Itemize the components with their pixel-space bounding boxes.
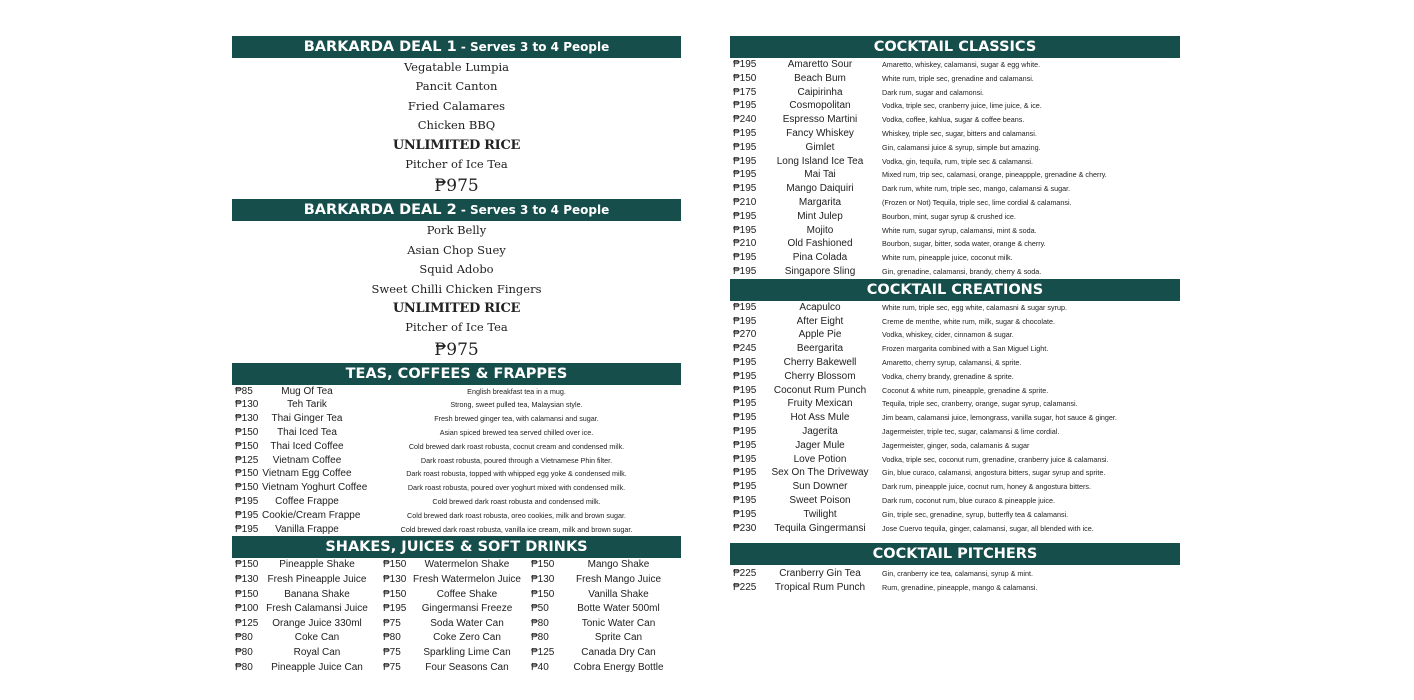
item-price: ₱240 [733, 114, 757, 126]
menu-row [730, 397, 1180, 411]
item-name: Fresh Pineapple Juice [267, 574, 367, 586]
item-name: Vietnam Egg Coffee [262, 468, 352, 480]
item-name: Beergarita [796, 343, 844, 355]
pitchers-header: COCKTAIL PITCHERS [730, 543, 1180, 565]
item-description: Asian spiced brewed tea served chilled over ice. [439, 428, 594, 438]
item-description: Gin, cranberry ice tea, calamansi, syrup & mint. [882, 569, 1033, 579]
teas-header: TEAS, COFFEES & FRAPPES [232, 363, 681, 385]
item-price: ₱130 [383, 574, 407, 586]
item-price: ₱130 [531, 574, 555, 586]
menu-row [730, 425, 1180, 439]
item-price: ₱150 [531, 588, 555, 600]
item-name: Canada Dry Can [581, 647, 656, 659]
item-price: ₱80 [235, 647, 253, 659]
menu-row [730, 315, 1180, 329]
item-name: Soda Water Can [430, 617, 504, 629]
item-price: ₱195 [235, 509, 259, 521]
deal1-title: BARKARDA DEAL 1 [303, 39, 457, 55]
item-price: ₱80 [531, 632, 549, 644]
item-price: ₱195 [733, 315, 757, 327]
item-price: ₱225 [733, 568, 757, 580]
item-description: Bourbon, sugar, bitter, soda water, orange & cherry. [882, 239, 1046, 249]
menu-row [730, 196, 1180, 210]
item-name: Cookie/Cream Frappe [262, 509, 361, 521]
item-price: ₱40 [531, 661, 549, 673]
classics-list [730, 58, 1180, 279]
menu-row [730, 301, 1180, 315]
item-name: Fancy Whiskey [786, 127, 854, 139]
item-name: Jager Mule [795, 439, 845, 451]
item-name: Margarita [798, 196, 842, 208]
menu-row [730, 86, 1180, 100]
deal-item: Pork Belly [426, 223, 487, 238]
menu-row [730, 370, 1180, 384]
item-price: ₱75 [383, 647, 401, 659]
menu-row [232, 398, 681, 412]
deal1-price: ₱975 [434, 176, 479, 197]
item-name: Gingermansi Freeze [421, 603, 513, 615]
item-price: ₱75 [383, 617, 401, 629]
item-description: Dark rum, sugar and calamonsi. [882, 87, 984, 97]
menu-row [730, 210, 1180, 224]
item-name: Twilight [803, 508, 837, 520]
item-name: Four Seasons Can [425, 661, 509, 673]
deal-item: Chicken BBQ [417, 118, 496, 133]
item-price: ₱80 [235, 632, 253, 644]
item-price: ₱150 [235, 468, 259, 480]
item-name: Thai Ginger Tea [271, 413, 343, 425]
item-price: ₱195 [733, 252, 757, 264]
menu-row [730, 567, 1180, 581]
item-price: ₱195 [733, 384, 757, 396]
shakes-header: SHAKES, JUICES & SOFT DRINKS [232, 536, 681, 558]
deal-item: Fried Calamares [407, 98, 506, 113]
item-price: ₱150 [531, 559, 555, 571]
item-price: ₱195 [383, 603, 407, 615]
menu-row [730, 155, 1180, 169]
item-name: Banana Shake [284, 588, 350, 600]
right-menu-column [730, 36, 1180, 595]
item-name: Mint Julep [797, 210, 843, 222]
menu-row [730, 480, 1180, 494]
deal1-subtitle: - Serves 3 to 4 People [456, 40, 610, 54]
item-description: Vodka, coffee, kahlua, sugar & coffee beans. [882, 115, 1025, 125]
item-name: Pineapple Juice Can [271, 661, 363, 673]
item-description: White rum, sugar syrup, calamansi, mint & soda. [882, 225, 1037, 235]
item-name: Royal Can [293, 647, 341, 659]
item-name: Sparkling Lime Can [423, 647, 511, 659]
item-price: ₱195 [733, 494, 757, 506]
item-description: Jim beam, calamansi juice, lemongrass, vanilla sugar, hot sauce & ginger. [882, 413, 1117, 423]
item-name: Hot Ass Mule [790, 412, 850, 424]
item-description: Gin, blue curaco, calamansi, angostura bitters, sugar syrup and sprite. [882, 468, 1106, 478]
item-price: ₱195 [733, 210, 757, 222]
item-description: Jagermeister, triple tec, sugar, calamansi & lime cordial. [882, 426, 1060, 436]
item-description: Amaretto, whiskey, calamansi, sugar & egg white. [882, 60, 1041, 69]
menu-row [730, 58, 1180, 72]
deal-item: Squid Adobo [419, 262, 494, 277]
item-description: Rum, grenadine, pineapple, mango & calamansi. [882, 583, 1038, 593]
item-description: Cold brewed dark roast robusta, vanilla ice cream, milk and brown sugar. [400, 524, 633, 534]
item-description: Vodka, cherry brandy, grenadine & sprite. [882, 371, 1014, 381]
item-price: ₱195 [733, 155, 757, 167]
item-name: Tequila Gingermansi [774, 522, 866, 534]
menu-row [232, 523, 681, 537]
item-name: Mug Of Tea [281, 385, 333, 397]
item-price: ₱245 [733, 343, 757, 355]
item-price: ₱85 [235, 385, 253, 397]
deal-item: Sweet Chilli Chicken Fingers [371, 281, 542, 296]
menu-row [730, 251, 1180, 265]
left-menu-column [232, 36, 681, 675]
item-name: Cherry Bakewell [783, 356, 857, 368]
item-name: Coke Can [294, 632, 340, 644]
item-description: Bourbon, mint, sugar syrup & crushed ice. [882, 211, 1016, 221]
item-price: ₱80 [531, 617, 549, 629]
menu-row [232, 426, 681, 440]
menu-row [730, 384, 1180, 398]
menu-row [232, 440, 681, 454]
item-price: ₱125 [235, 454, 259, 466]
item-price: ₱195 [733, 169, 757, 181]
item-price: ₱195 [733, 127, 757, 139]
item-description: Mixed rum, trip sec, calamasi, orange, pineappple, grenadine & cherry. [882, 170, 1107, 180]
item-name: Vietnam Coffee [272, 454, 342, 466]
item-description: Cold brewed dark roast robusta, cocnut cream and condensed milk. [408, 441, 625, 451]
teas-list [232, 385, 681, 537]
menu-row [730, 581, 1180, 595]
item-name: Caipirinha [797, 86, 843, 98]
menu-row [730, 522, 1180, 536]
item-name: Thai Iced Coffee [270, 440, 344, 452]
deal2-price: ₱975 [434, 339, 479, 360]
item-name: Mango Shake [587, 559, 650, 571]
item-price: ₱175 [733, 86, 757, 98]
item-name: Long Island Ice Tea [776, 155, 864, 167]
item-description: Gin, triple sec, grenadine, syrup, butterfly tea & calamansi. [882, 509, 1069, 519]
menu-row [730, 494, 1180, 508]
deal-item: UNLIMITED RICE [392, 137, 521, 153]
deal-item: Vegatable Lumpia [403, 60, 510, 74]
item-name: Coffee Shake [436, 588, 498, 600]
item-description: Whiskey, triple sec, sugar, bitters and calamansi. [882, 128, 1037, 138]
item-name: Acapulco [799, 301, 841, 313]
item-description: English breakfast tea in a mug. [467, 386, 566, 396]
deal-item: Pancit Canton [415, 79, 498, 94]
item-description: Dark roast robusta, poured through a Vietnamese Phin filter. [420, 455, 613, 465]
item-price: ₱150 [383, 588, 407, 600]
item-description: Strong, sweet pulled tea, Malaysian style. [450, 400, 583, 410]
item-description: Tequila, triple sec, cranberry, orange, sugar syrup, calamansi. [882, 399, 1078, 409]
item-name: Cobra Energy Bottle [573, 661, 664, 673]
item-name: After Eight [796, 315, 844, 327]
item-description: Jagermeister, ginger, soda, calamanis & sugar [882, 440, 1030, 450]
menu-row [730, 141, 1180, 155]
menu-row [730, 99, 1180, 113]
item-name: Pina Colada [792, 252, 848, 264]
item-price: ₱150 [383, 559, 407, 571]
menu-row [730, 342, 1180, 356]
item-name: Sex On The Driveway [771, 467, 869, 479]
menu-row [730, 439, 1180, 453]
item-name: Jagerita [802, 425, 838, 437]
item-description: Frozen margarita combined with a San Miguel Light. [882, 344, 1049, 354]
item-description: Gin, grenadine, calamansi, brandy, cherry & soda. [882, 266, 1042, 276]
item-name: Mojito [806, 224, 834, 236]
item-price: ₱150 [733, 72, 757, 84]
item-name: Coffee Frappe [275, 496, 339, 508]
item-name: Mai Tai [804, 169, 836, 181]
deal-item: UNLIMITED RICE [392, 300, 521, 316]
item-name: Love Potion [793, 453, 847, 465]
item-name: Teh Tarik [287, 399, 327, 411]
deal-item: Asian Chop Suey [407, 242, 506, 257]
item-name: Fresh Calamansi Juice [266, 603, 368, 615]
item-name: Orange Juice 330ml [272, 617, 362, 629]
item-name: Cosmopolitan [789, 100, 851, 112]
menu-row [730, 113, 1180, 127]
menu-row [730, 127, 1180, 141]
menu-row [232, 454, 681, 468]
item-name: Espresso Martini [782, 114, 858, 126]
menu-row [730, 72, 1180, 86]
item-price: ₱230 [733, 522, 757, 534]
item-description: Vodka, whiskey, cider, cinnamon & sugar. [882, 330, 1014, 340]
item-name: Gimlet [805, 141, 835, 153]
item-name: Coconut Rum Punch [773, 384, 867, 396]
item-price: ₱195 [235, 523, 259, 535]
menu-row [232, 509, 681, 523]
deal2-header [232, 199, 681, 221]
item-description: Dark rum, pineapple juice, cocnut rum, honey & angostura bitters. [882, 482, 1091, 492]
item-description: Dark rum, coconut rum, blue curaco & pineapple juice. [882, 495, 1055, 505]
item-price: ₱195 [733, 141, 757, 153]
item-description: Vodka, triple sec, cranberry juice, lime juice, & ice. [882, 101, 1042, 111]
item-price: ₱195 [733, 481, 757, 493]
item-name: Tonic Water Can [581, 617, 656, 629]
item-name: Fresh Watermelon Juice [413, 574, 521, 586]
menu-row [730, 453, 1180, 467]
item-name: Cherry Blossom [784, 370, 856, 382]
item-price: ₱130 [235, 574, 259, 586]
item-price: ₱195 [733, 301, 757, 313]
item-price: ₱195 [235, 496, 259, 508]
item-price: ₱50 [531, 603, 549, 615]
menu-row [730, 466, 1180, 480]
classics-header: COCKTAIL CLASSICS [730, 36, 1180, 58]
item-description: Cold brewed dark roast robusta, oreo cookies, milk and brown sugar. [407, 510, 626, 520]
item-price: ₱130 [235, 399, 259, 411]
item-price: ₱150 [235, 588, 259, 600]
item-name: Amaretto Sour [787, 59, 853, 70]
creations-list [730, 301, 1180, 536]
item-price: ₱195 [733, 183, 757, 195]
item-price: ₱195 [733, 100, 757, 112]
item-name: Fresh Mango Juice [575, 574, 662, 586]
item-price: ₱210 [733, 196, 757, 208]
item-price: ₱195 [733, 425, 757, 437]
item-price: ₱270 [733, 329, 757, 341]
item-price: ₱100 [235, 603, 259, 615]
item-description: Dark rum, white rum, triple sec, mango, calamansi & sugar. [882, 184, 1071, 194]
item-price: ₱210 [733, 238, 757, 250]
item-price: ₱195 [733, 265, 757, 277]
item-price: ₱150 [235, 440, 259, 452]
menu-row [730, 265, 1180, 279]
item-description: Cold brewed dark roast robusta and condensed milk. [432, 497, 601, 507]
item-name: Coke Zero Can [433, 632, 501, 644]
menu-row [232, 385, 681, 399]
item-name: Pineapple Shake [279, 559, 355, 571]
shakes-grid [232, 558, 681, 675]
item-name: Apple Pie [798, 329, 842, 341]
item-price: ₱195 [733, 453, 757, 465]
deal1-header [232, 36, 681, 58]
item-name: Cranberry Gin Tea [779, 568, 861, 580]
item-name: Sprite Can [594, 632, 643, 644]
item-price: ₱130 [235, 413, 259, 425]
item-price: ₱80 [383, 632, 401, 644]
item-description: White rum, triple sec, grenadine and calamansi. [882, 73, 1034, 83]
item-price: ₱225 [733, 582, 757, 594]
menu-row [232, 412, 681, 426]
item-description: Jose Cuervo tequila, ginger, calamansi, sugar, all blended with ice. [882, 523, 1094, 533]
deal2-body [232, 221, 681, 362]
menu-row [232, 481, 681, 495]
item-name: Fruity Mexican [787, 398, 853, 410]
item-price: ₱195 [733, 508, 757, 520]
creations-header: COCKTAIL CREATIONS [730, 279, 1180, 301]
item-name: Sweet Poison [789, 494, 851, 506]
deal2-subtitle: - Serves 3 to 4 People [456, 203, 610, 218]
item-description: (Frozen or Not) Tequila, triple sec, lime cordial & calamansi. [882, 197, 1072, 207]
item-description: White rum, pineapple juice, coconut milk. [882, 253, 1013, 263]
item-description: Vodka, triple sec, coconut rum, grenadine, cranberry juice & calamansi. [882, 454, 1109, 464]
item-name: Watermelon Shake [424, 559, 510, 571]
item-price: ₱125 [235, 617, 259, 629]
item-price: ₱195 [733, 439, 757, 451]
item-description: Dark roast robusta, poured over yoghurt mixed with condensed milk. [407, 483, 626, 493]
item-price: ₱80 [235, 661, 253, 673]
deal2-title: BARKARDA DEAL 2 [303, 202, 457, 219]
deal1-body [232, 58, 681, 199]
item-description: Dark roast robusta, topped with whipped egg yoke & condensed milk. [406, 469, 627, 479]
menu-row [232, 467, 681, 481]
item-price: ₱195 [733, 412, 757, 424]
item-price: ₱150 [235, 482, 259, 494]
item-name: Vanilla Frappe [275, 523, 339, 535]
item-name: Thai Iced Tea [277, 427, 337, 439]
pitchers-list [730, 567, 1180, 595]
item-price: ₱75 [383, 661, 401, 673]
menu-row [730, 237, 1180, 251]
item-description: Coconut & white rum, pineapple, grenadine & sprite. [882, 385, 1049, 395]
item-name: Botte Water 500ml [577, 603, 660, 615]
item-price: ₱150 [235, 559, 259, 571]
item-price: ₱150 [235, 427, 259, 439]
item-name: Mango Daiquiri [786, 183, 854, 195]
item-description: White rum, triple sec, egg white, calamasni & sugar syrup. [882, 302, 1067, 312]
item-description: Vodka, gin, tequila, rum, triple sec & calamansi. [882, 156, 1034, 166]
deal-item: Pitcher of Ice Tea [405, 156, 508, 171]
item-name: Vietnam Yoghurt Coffee [262, 482, 368, 494]
menu-row [730, 356, 1180, 370]
item-name: Sun Downer [792, 481, 848, 493]
item-description: Creme de menthe, white rum, milk, sugar & chocolate. [882, 316, 1055, 326]
item-description: Gin, calamansi juice & syrup, simple but amazing. [882, 142, 1041, 152]
menu-row [730, 328, 1180, 342]
item-price: ₱195 [733, 370, 757, 382]
item-name: Old Fashioned [787, 238, 853, 250]
menu-row [232, 495, 681, 509]
item-name: Singapore Sling [784, 265, 856, 277]
menu-row [730, 168, 1180, 182]
item-name: Tropical Rum Punch [774, 582, 866, 594]
item-price: ₱125 [531, 647, 555, 659]
menu-row [730, 224, 1180, 238]
deal-item: Pitcher of Ice Tea [405, 320, 508, 335]
item-price: ₱195 [733, 467, 757, 479]
menu-row [730, 508, 1180, 522]
item-description: Fresh brewed ginger tea, with calamansi and sugar. [434, 414, 599, 424]
item-name: Vanilla Shake [588, 588, 649, 600]
menu-row [730, 411, 1180, 425]
item-price: ₱195 [733, 224, 757, 236]
menu-row [730, 182, 1180, 196]
item-price: ₱195 [733, 59, 757, 70]
item-description: Amaretto, cherry syrup, calamansi, & sprite. [882, 357, 1022, 367]
item-name: Beach Bum [794, 72, 846, 84]
item-price: ₱195 [733, 398, 757, 410]
item-price: ₱195 [733, 356, 757, 368]
